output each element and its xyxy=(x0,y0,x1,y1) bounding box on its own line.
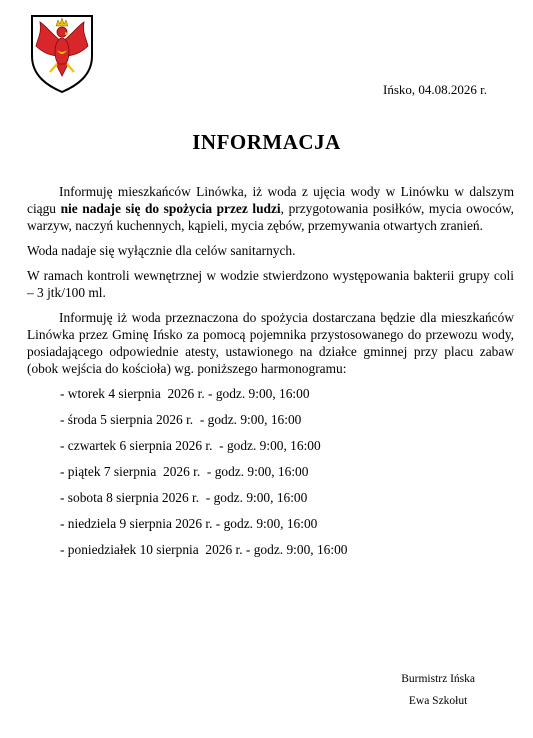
signature-block xyxy=(401,668,475,712)
paragraph-notice-emphasis: nie nadaje się do spożycia przez ludzi xyxy=(60,201,281,216)
signature-role: Burmistrz Ińska xyxy=(401,673,475,685)
coat-of-arms-icon xyxy=(26,12,98,94)
paragraph-delivery: Informuję iż woda przeznaczona do spożycia dostarczana będzie dla mieszkańców Linówka przez Gminę Ińsko za pomocą pojemnika przystosowanego do przewozu wody, posiadającego odpowiednie atesty, ustawionego na działce gminnej przy placu zabaw (obok wejścia do kościoła) wg. poniższego harmonogramu: xyxy=(27,310,514,376)
schedule-item: - poniedziałek 10 sierpnia 2026 r. - godz. 9:00, 16:00 xyxy=(60,542,348,557)
paragraph-notice-start: Informuję mieszkańców Linówka, iż woda z ujęcia wody w Linówku w dalszym ciągu xyxy=(27,184,514,216)
paragraph-notice xyxy=(27,183,514,234)
schedule-list xyxy=(27,385,514,558)
schedule-item: - wtorek 4 sierpnia 2026 r. - godz. 9:00, 16:00 xyxy=(60,386,310,401)
schedule-item: - sobota 8 sierpnia 2026 r. - godz. 9:00, 16:00 xyxy=(60,490,308,505)
schedule-item: - niedziela 9 sierpnia 2026 r. - godz. 9:00, 16:00 xyxy=(60,516,318,531)
schedule-item: - piątek 7 sierpnia 2026 r. - godz. 9:00, 16:00 xyxy=(60,464,309,479)
paragraph-bacteria: W ramach kontroli wewnętrznej w wodzie stwierdzono występowania bakterii grupy coli – 3 jtk/100 ml. xyxy=(27,268,514,300)
page-title: INFORMACJA xyxy=(192,130,341,154)
signature-name: Ewa Szkołut xyxy=(408,695,468,707)
schedule-item: - środa 5 sierpnia 2026 r. - godz. 9:00, 16:00 xyxy=(60,412,302,427)
paragraph-notice-end: , przygotowania posiłków, mycia owoców, warzyw, naczyń kuchennych, kąpieli, mycia zębów, przemywania otwartych zranień. xyxy=(27,201,514,233)
document-body xyxy=(27,183,514,567)
schedule-item: - czwartek 6 sierpnia 2026 r. - godz. 9:00, 16:00 xyxy=(60,438,321,453)
date-line: Ińsko, 04.08.2026 r. xyxy=(383,82,487,97)
paragraph-sanitary: Woda nadaje się wyłącznie dla celów sanitarnych. xyxy=(27,243,296,258)
